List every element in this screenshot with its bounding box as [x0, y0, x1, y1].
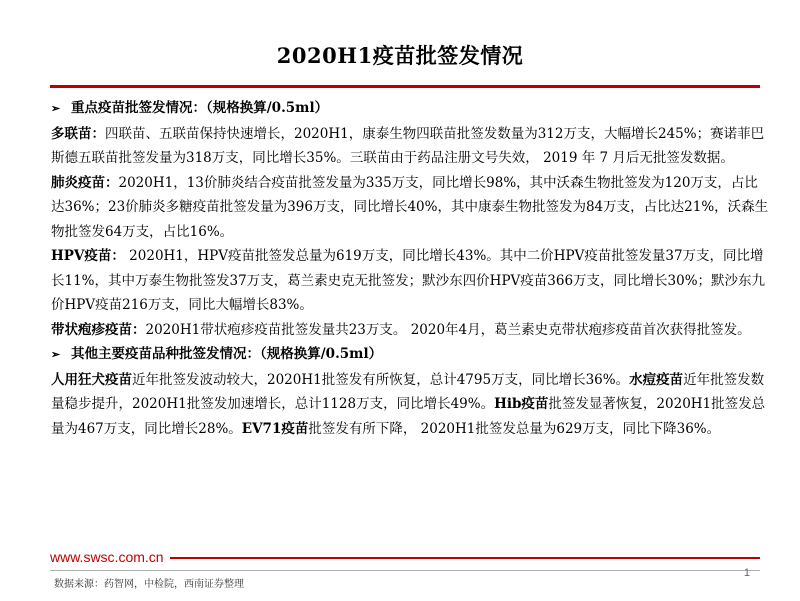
data-source: 数据来源：药智网，中检院，西南证券整理 — [54, 579, 244, 590]
section1-heading-text: 重点疫苗批签发情况：（规格换算/0.5ml） — [71, 100, 329, 116]
website-url: www.swsc.com.cn — [50, 549, 164, 565]
label-rabies: 人用狂犬疫苗 — [51, 371, 132, 388]
paragraph-multivalent — [51, 122, 771, 171]
text-hpv: 2020H1，HPV疫苗批签发总量为619万支，同比增长43%。其中二价HPV疫苗批签发量37万支，同比增长11%，其中万泰生物批签发37万支，葛兰素史克无批签发；默沙东四价HPV疫苗366万支，同比增长30%；默沙东九价HPV疫苗216万支，同比大幅增长83%。 — [51, 248, 766, 313]
main-content — [51, 96, 771, 441]
label-multivalent: 多联苗： — [51, 125, 105, 142]
text-ev71: 批签发有所下降， 2020H1批签发总量为629万支，同比下降36%。 — [308, 420, 721, 437]
label-hib: Hib疫苗 — [494, 396, 549, 412]
text-multivalent: 四联苗、五联苗保持快速增长，2020H1，康泰生物四联苗批签发数量为312万支，大幅增长245%；赛诺菲巴斯德五联苗批签发量为318万支，同比增长35%。三联苗由于药品注册文号失效， 2019 年 7 月后无批签发数据。 — [51, 125, 765, 166]
paragraph-other-vaccines — [51, 368, 771, 442]
arrow-bullet-icon: ➢ — [51, 102, 61, 115]
arrow-bullet-icon: ➢ — [51, 348, 61, 361]
title-divider — [50, 85, 760, 88]
paragraph-pneumonia — [51, 171, 771, 245]
label-varicella: 水痘疫苗 — [629, 371, 684, 388]
section2-heading — [51, 342, 771, 368]
text-varicella: 近年批签发数量稳步提升，2020H1批签发加速增长，总计1128万支，同比增长49%。 — [51, 371, 765, 412]
section2-heading-text: 其他主要疫苗品种批签发情况：（规格换算/0.5ml） — [71, 346, 383, 362]
footer-gray-divider — [50, 570, 760, 571]
label-pneumonia: 肺炎疫苗： — [51, 174, 119, 191]
paragraph-hpv — [51, 244, 771, 318]
text-pneumonia: 2020H1，13价肺炎结合疫苗批签发量为335万支，同比增长98%，其中沃森生物批签发为120万支，占比达36%；23价肺炎多糖疫苗批签发量为396万支，同比增长40%，其中康泰生物批签发为84万支，占比达21%，沃森生物批签发64万支，占比16%。 — [51, 174, 769, 240]
label-ev71: EV71疫苗 — [241, 420, 309, 437]
text-rabies: 近年批签发波动较大，2020H1批签发有所恢复，总计4795万支，同比增长36%。 — [132, 371, 630, 388]
page-number: 1 — [743, 567, 750, 579]
paragraph-herpes-zoster — [51, 318, 771, 343]
label-herpes-zoster: 带状疱疹疫苗： — [51, 321, 146, 338]
page-title: 2020H1疫苗批签发情况 — [276, 43, 524, 68]
footer-red-divider — [170, 557, 760, 559]
text-herpes-zoster: 2020H1带状疱疹疫苗批签发量共23万支。 2020年4月，葛兰素史克带状疱疹疫苗首次获得批签发。 — [145, 321, 751, 338]
text-hib: 批签发显著恢复，2020H1批签发总量为467万支，同比增长28%。 — [51, 396, 766, 437]
label-hpv: HPV疫苗： — [51, 248, 125, 264]
section1-heading — [51, 96, 771, 122]
